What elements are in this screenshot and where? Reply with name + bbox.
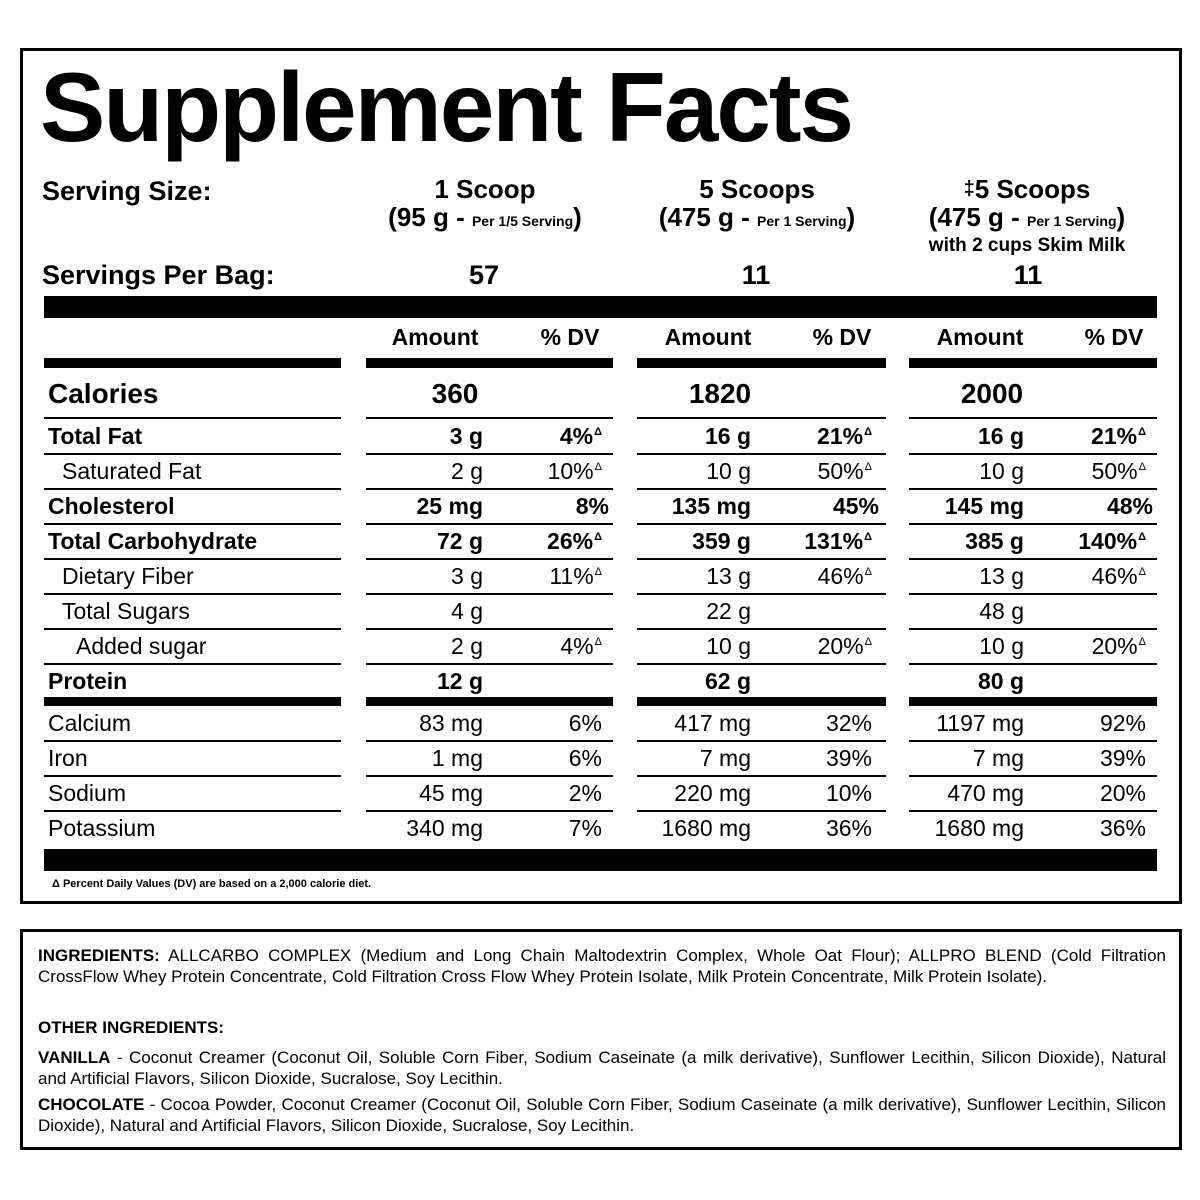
dv-value: [752, 493, 880, 520]
dv-value: 39%: [825, 745, 872, 771]
nutrient-row: [0, 594, 1200, 629]
serving-size-value: 5 Scoops: [699, 174, 815, 204]
serving-size-value: 1 Scoop: [434, 174, 536, 204]
nutrient-label: Cholesterol: [48, 493, 175, 519]
amount-value: 72 g: [436, 528, 483, 554]
mineral-row: [0, 811, 1200, 846]
amount-value: 145 mg: [944, 493, 1024, 519]
nutrient-row: [0, 664, 1200, 699]
delta-symbol: Δ: [864, 531, 872, 544]
dv-value: [482, 423, 602, 450]
dv-value: 36%: [1099, 815, 1146, 841]
amount-value: 359 g: [692, 528, 751, 554]
dv-value: 20%: [1099, 780, 1146, 806]
delta-symbol: Δ: [864, 566, 872, 579]
amount-value: 13 g: [706, 563, 751, 589]
page-title: Supplement Facts: [40, 52, 853, 162]
amount-value: 25 mg: [416, 493, 483, 519]
dv-value: [1026, 563, 1146, 590]
dv-value: [482, 633, 602, 660]
amount-header: Amount: [664, 324, 752, 350]
dv-header: % DV: [540, 324, 600, 350]
serving-size-label: Serving Size:: [42, 176, 212, 206]
amount-value: 10 g: [979, 458, 1024, 484]
nutrient-label: Added sugar: [76, 633, 207, 659]
row-divider: [909, 417, 1157, 419]
thick-divider: [44, 849, 1157, 871]
servings-per-bag-value: 11: [1013, 260, 1043, 290]
serving-size-weight: (475 g - Per 1 Serving): [658, 202, 856, 232]
amount-value: 62 g: [704, 668, 751, 694]
amount-value: 3 g: [449, 423, 483, 449]
amount-header: Amount: [936, 324, 1024, 350]
dv-value: [482, 563, 602, 590]
mineral-row: [0, 776, 1200, 811]
delta-symbol: Δ: [594, 636, 602, 649]
dv-percent: 48%: [1106, 493, 1153, 519]
amount-value: 13 g: [979, 563, 1024, 589]
dv-percent: 21%: [1091, 423, 1138, 449]
dv-percent: 45%: [832, 493, 879, 519]
dv-value: [1026, 598, 1154, 625]
dv-percent: 8%: [575, 493, 609, 519]
medium-divider: [637, 697, 886, 706]
dv-value: [1026, 458, 1146, 485]
dv-value: [752, 458, 872, 485]
nutrient-row: [0, 419, 1200, 454]
medium-divider: [637, 358, 886, 368]
nutrient-row: [0, 629, 1200, 664]
medium-divider: [44, 697, 341, 706]
dv-value: [1026, 423, 1146, 450]
dagger-symbol: ‡: [963, 178, 975, 200]
amount-value: 48 g: [979, 598, 1024, 624]
other-ingredients-label: OTHER INGREDIENTS:: [38, 1018, 225, 1037]
dv-percent: 50%: [1091, 458, 1138, 484]
dv-value: [752, 528, 872, 555]
amount-value: 1680 mg: [934, 815, 1024, 841]
thick-divider: [44, 296, 1157, 318]
amount-value: 10 g: [706, 458, 751, 484]
medium-divider: [366, 697, 613, 706]
serving-size-value: ‡5 Scoops: [963, 174, 1091, 204]
dv-value: [1026, 668, 1154, 695]
dv-value: 32%: [825, 710, 872, 736]
medium-divider: [44, 358, 341, 368]
dv-header: % DV: [812, 324, 872, 350]
nutrient-row: [0, 559, 1200, 594]
dv-percent: 50%: [817, 458, 864, 484]
dv-value: 39%: [1099, 745, 1146, 771]
dv-percent: 20%: [1091, 633, 1138, 659]
medium-divider: [366, 358, 613, 368]
dv-value: [1026, 528, 1146, 555]
chocolate-ingredients: CHOCOLATE - Cocoa Powder, Coconut Creamer (Coconut Oil, Soluble Corn Fiber, Sodium Caseinate (a milk derivative), Sunflower Lecithin, Silicon Dioxide), Natural and Artificial Flavors, Silicon Dioxide, Sucralose, Soy Lecithin.: [38, 1095, 1166, 1135]
amount-value: 3 g: [451, 563, 483, 589]
amount-value: 2 g: [451, 458, 483, 484]
mineral-label: Sodium: [48, 780, 126, 806]
amount-value: 1197 mg: [936, 710, 1024, 736]
dv-value: [752, 633, 872, 660]
serving-size-note: with 2 cups Skim Milk: [928, 235, 1126, 256]
vanilla-ingredients: VANILLA - Coconut Creamer (Coconut Oil, Soluble Corn Fiber, Sodium Caseinate (a milk derivative), Sunflower Lecithin, Silicon Dioxide), Natural and Artificial Flavors, Silicon Dioxide, Sucralose, Soy Lecithin.: [38, 1048, 1166, 1088]
dv-value: 7%: [568, 815, 602, 841]
amount-value: 22 g: [706, 598, 751, 624]
delta-symbol: Δ: [864, 636, 872, 649]
amount-value: 1 mg: [431, 745, 483, 771]
dv-header: % DV: [1084, 324, 1144, 350]
delta-symbol: Δ: [1138, 636, 1146, 649]
amount-value: 4 g: [451, 598, 483, 624]
dv-percent: 21%: [817, 423, 864, 449]
amount-value: 385 g: [965, 528, 1024, 554]
dv-percent: 140%: [1078, 528, 1138, 554]
dv-value: 10%: [825, 780, 872, 806]
dv-percent: 20%: [817, 633, 864, 659]
nutrient-row: [0, 454, 1200, 489]
dv-value: [482, 528, 602, 555]
nutrient-label: Protein: [48, 668, 128, 694]
dv-value: 36%: [825, 815, 872, 841]
delta-symbol: Δ: [1138, 566, 1146, 579]
amount-value: 45 mg: [419, 780, 483, 806]
dv-percent: 131%: [804, 528, 864, 554]
amount-value: 80 g: [977, 668, 1024, 694]
amount-value: 340 mg: [406, 815, 483, 841]
servings-per-bag-label: Servings Per Bag:: [42, 260, 275, 290]
dv-value: [752, 423, 872, 450]
nutrient-label: Dietary Fiber: [62, 563, 194, 589]
calories-value: 2000: [960, 378, 1024, 409]
serving-column-1: [360, 175, 610, 235]
medium-divider: [909, 697, 1157, 706]
mineral-row: [0, 741, 1200, 776]
dv-percent: 46%: [817, 563, 864, 589]
mineral-label: Calcium: [48, 710, 132, 736]
row-divider: [366, 417, 613, 419]
amount-value: 10 g: [706, 633, 751, 659]
row-divider: [637, 417, 886, 419]
amount-value: 7 mg: [699, 745, 751, 771]
amount-value: 1680 mg: [661, 815, 751, 841]
nutrient-label: Total Fat: [48, 423, 143, 449]
nutrient-row: [0, 489, 1200, 524]
dv-percent: 4%: [559, 423, 594, 449]
serving-column-2: [632, 175, 882, 235]
serving-size-weight: (95 g - Per 1/5 Serving): [388, 202, 582, 232]
amount-value: 135 mg: [671, 493, 751, 519]
dv-value: 92%: [1099, 710, 1146, 736]
nutrient-label: Total Carbohydrate: [48, 528, 258, 554]
serving-column-3: [902, 175, 1152, 257]
ingredients-text: INGREDIENTS: ALLCARBO COMPLEX (Medium and Long Chain Maltodextrin Complex, Whole Oat Flour); ALLPRO BLEND (Cold Filtration CrossFlow Whey Protein Concentrate, Cold Filtration Cross Flow Whey Protein Isolate, Milk Protein Concentrate, Milk Protein Isolate).: [38, 946, 1166, 986]
dv-percent: 10%: [547, 458, 594, 484]
dv-value: [482, 668, 610, 695]
amount-value: 16 g: [977, 423, 1024, 449]
servings-per-bag-value: 11: [741, 260, 771, 290]
dv-percent: 46%: [1091, 563, 1138, 589]
amount-value: 417 mg: [674, 710, 751, 736]
medium-divider: [909, 358, 1157, 368]
mineral-label: Potassium: [48, 815, 156, 841]
dv-value: [752, 598, 880, 625]
dv-value: [752, 563, 872, 590]
delta-symbol: Δ: [594, 566, 602, 579]
delta-symbol: Δ: [1138, 426, 1146, 439]
dv-value: [482, 458, 602, 485]
calories-value: 1820: [688, 378, 752, 409]
dv-value: 6%: [568, 745, 602, 771]
amount-value: 16 g: [704, 423, 751, 449]
delta-symbol: Δ: [1138, 531, 1146, 544]
amount-value: 2 g: [451, 633, 483, 659]
calories-row: [0, 370, 1200, 416]
footnote: Δ Percent Daily Values (DV) are based on a 2,000 calorie diet.: [52, 878, 372, 890]
dv-value: [752, 668, 880, 695]
dv-value: [1026, 633, 1146, 660]
nutrient-label: Saturated Fat: [62, 458, 202, 484]
amount-header: Amount: [391, 324, 479, 350]
dv-percent: 4%: [560, 633, 594, 659]
delta-symbol: Δ: [864, 461, 872, 474]
row-divider: [44, 417, 341, 419]
dv-value: 6%: [568, 710, 602, 736]
dv-percent: 26%: [547, 528, 594, 554]
amount-value: 12 g: [436, 668, 483, 694]
dv-value: 2%: [568, 780, 602, 806]
mineral-label: Iron: [48, 745, 88, 771]
delta-symbol: Δ: [1138, 461, 1146, 474]
nutrient-label: Total Sugars: [62, 598, 190, 624]
amount-value: 83 mg: [419, 710, 483, 736]
mineral-row: [0, 706, 1200, 741]
dv-value: [1026, 493, 1154, 520]
serving-size-weight: (475 g - Per 1 Serving): [928, 202, 1126, 232]
servings-per-bag-value: 57: [468, 260, 500, 290]
calories-value: 360: [431, 378, 479, 409]
amount-value: 10 g: [979, 633, 1024, 659]
dv-value: [482, 598, 610, 625]
amount-value: 470 mg: [947, 780, 1024, 806]
delta-symbol: Δ: [864, 426, 872, 439]
nutrient-row: [0, 524, 1200, 559]
delta-symbol: Δ: [594, 531, 602, 544]
delta-symbol: Δ: [594, 426, 602, 439]
dv-value: [482, 493, 610, 520]
calories-label: Calories: [48, 378, 159, 409]
delta-symbol: Δ: [594, 461, 602, 474]
amount-value: 7 mg: [972, 745, 1024, 771]
amount-value: 220 mg: [674, 780, 751, 806]
dv-percent: 11%: [549, 563, 594, 589]
